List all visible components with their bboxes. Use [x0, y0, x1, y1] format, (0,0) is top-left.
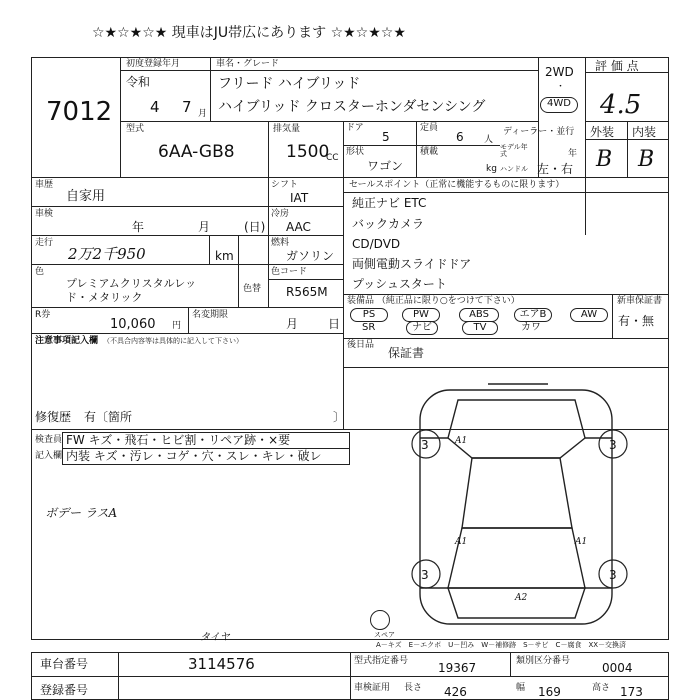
model-year-unit: 年 — [568, 149, 578, 159]
handle-label: ハンドル — [500, 165, 528, 173]
new-warranty-value: 有・無 — [618, 314, 655, 328]
doors-value: 5 — [382, 130, 390, 144]
inspector-label-1: 検査員 — [35, 435, 63, 445]
model-grade: ハイブリッド クロスターホンダセンシング — [218, 99, 486, 115]
exterior-value: B — [596, 147, 613, 172]
color-value-line1: プレミアムクリスタルレッ — [66, 277, 197, 290]
body-shape-label: 形状 — [346, 147, 365, 157]
mileage-label: 走行 — [35, 238, 54, 248]
damage-mark: A1 — [575, 537, 588, 547]
equipment-aw: AW — [570, 308, 608, 322]
inspection-year: 年 — [132, 220, 145, 234]
recycle-unit: 円 — [172, 321, 182, 331]
recycle-label: R券 — [35, 310, 51, 320]
load-label: 積載 — [420, 147, 439, 157]
interior-value: B — [638, 147, 655, 172]
inspection-day: (日) — [244, 220, 266, 234]
equipment-tv: TV — [462, 321, 498, 335]
first-reg-month: 7 — [182, 98, 192, 116]
after-notes-value: 保証書 — [388, 346, 425, 360]
model-year-label: モデル年式 — [500, 143, 528, 158]
damage-mark: 3 — [609, 568, 617, 582]
category-no-value: 0004 — [602, 661, 633, 675]
dealer-parallel: ディーラー・並行 — [503, 127, 575, 137]
sales-point-item: 純正ナビ ETC — [352, 196, 427, 210]
model-code-value: 6AA-GB8 — [158, 142, 235, 162]
length-label: 長さ — [404, 683, 423, 693]
body-shape-value: ワゴン — [367, 159, 404, 173]
first-reg-year: 4 — [150, 98, 160, 116]
equipment-airbag: エアB — [514, 308, 552, 322]
registration-no-label: 登録番号 — [40, 683, 89, 697]
notes-label: 注意事項記入欄 — [35, 336, 99, 346]
handle-value: 左・右 — [537, 162, 574, 176]
notes-sub: （不具合内容等は具体的に記入して下さい） — [103, 337, 243, 345]
damage-mark: A1 — [455, 436, 468, 446]
first-reg-era: 令和 — [126, 75, 151, 89]
score-label: 評 価 点 — [595, 59, 639, 73]
width-value: 169 — [538, 685, 561, 699]
equipment-abs: ABS — [459, 308, 499, 322]
spare-tire-icon — [370, 610, 390, 630]
fuel-value: ガソリン — [286, 249, 335, 263]
color-label: 色 — [35, 267, 45, 277]
repair-label: 修復歴 — [35, 410, 72, 424]
inspector-label-2: 記入欄 — [35, 451, 63, 461]
repair-end: 〕 — [333, 410, 346, 424]
equipment-ps: PS — [350, 308, 388, 322]
mileage-value: 2万2千950 — [68, 245, 146, 263]
aircon-label: 冷房 — [271, 209, 290, 219]
aircon-value: AAC — [286, 220, 311, 234]
recycle-value: 10,060 — [110, 317, 156, 332]
drive-2wd: 2WD — [545, 65, 574, 79]
type-designation-value: 19367 — [438, 661, 477, 675]
interior-label: 内装 — [632, 125, 657, 139]
first-reg-month-unit: 月 — [198, 109, 208, 119]
damage-legend: A－キズ E－エクボ U－凹み W－補修跡 S－サビ C－腐食 XX－交換済 — [376, 641, 627, 649]
registration-expiry-month: 月 — [286, 317, 299, 331]
repaint-label: 色替 — [243, 284, 262, 294]
load-unit: kg — [486, 164, 497, 174]
width-label: 幅 — [516, 683, 526, 693]
score-value: 4.5 — [600, 90, 642, 120]
shift-label: シフト — [271, 180, 299, 190]
spare-label: スペア — [374, 631, 395, 639]
inspector-row-2: 内装 キズ・汚レ・コゲ・穴・スレ・キレ・破レ — [66, 449, 322, 463]
inspector-row-1: FW キズ・飛石・ヒビ割・リペア跡・×要 — [66, 433, 291, 447]
sales-point-item: 両側電動スライドドア — [352, 257, 472, 271]
sales-point-item: プッシュスタート — [352, 277, 447, 291]
chassis-label: 車台番号 — [40, 657, 89, 671]
registration-expiry-day: 日 — [328, 317, 341, 331]
equipment-navi: ナビ — [406, 321, 438, 335]
doors-label: ドア — [346, 123, 364, 133]
inspection-label: 車検 — [35, 209, 54, 219]
category-no-label: 類別区分番号 — [516, 656, 571, 666]
height-label: 高さ — [592, 683, 611, 693]
color-code-value: R565M — [286, 285, 328, 299]
capacity-label: 定員 — [420, 123, 439, 133]
displacement-unit: CC — [326, 153, 339, 163]
usage-value: 自家用 — [66, 189, 106, 204]
drive-separator: ・ — [556, 82, 566, 92]
equipment-label: 装備品 （純正品に限り○をつけて下さい） — [347, 296, 520, 306]
equipment-pw: PW — [402, 308, 440, 322]
damage-mark: 3 — [421, 568, 429, 582]
after-notes-label: 後日品 — [347, 340, 375, 350]
chassis-value: 3114576 — [188, 655, 255, 673]
car-damage-diagram — [400, 378, 665, 640]
usage-label: 車歴 — [35, 180, 54, 190]
fuel-label: 燃料 — [271, 238, 290, 248]
drive-4wd: 4WD — [540, 97, 578, 113]
displacement-value: 1500 — [286, 142, 330, 162]
length-value: 426 — [444, 685, 467, 699]
registration-expiry-label: 名変期限 — [192, 310, 229, 320]
type-designation-label: 型式指定番号 — [354, 656, 409, 666]
shift-value: IAT — [290, 191, 309, 205]
model-name: フリード ハイブリッド — [218, 76, 361, 92]
banner: ☆★☆★☆★ 現車はJU帯広にあります ☆★☆★☆★ — [92, 25, 406, 41]
equipment-leather: カワ — [521, 322, 541, 333]
damage-mark: 3 — [421, 438, 429, 452]
dimensions-label: 車検証用 — [354, 683, 391, 693]
tire-note: タイヤ — [200, 632, 230, 643]
damage-mark: A1 — [455, 537, 468, 547]
lot-number: 7012 — [46, 97, 113, 127]
capacity-unit: 人 — [484, 135, 494, 145]
equipment-sr: SR — [362, 322, 376, 333]
sales-points-label: セールスポイント（正常に機能するものに限ります） — [349, 180, 565, 190]
height-value: 173 — [620, 685, 643, 699]
capacity-value: 6 — [456, 130, 464, 144]
color-value-line2: ド・メタリック — [66, 291, 143, 304]
displacement-label: 排気量 — [273, 124, 301, 134]
color-code-label: 色コード — [271, 267, 308, 277]
repair-value: 有〔箇所 — [84, 410, 133, 424]
sales-point-item: CD/DVD — [352, 237, 401, 251]
body-note: ボデー ラスA — [45, 506, 118, 520]
mileage-unit: km — [215, 249, 234, 263]
inspection-month: 月 — [198, 220, 211, 234]
damage-mark: A2 — [515, 593, 528, 603]
first-reg-label: 初度登録年月 — [126, 59, 181, 69]
new-warranty-label: 新車保証書 — [617, 296, 663, 306]
model-code-label: 型式 — [126, 124, 145, 134]
damage-mark: 3 — [609, 438, 617, 452]
model-grade-label: 車名・グレード — [216, 59, 280, 69]
sales-point-item: バックカメラ — [352, 217, 425, 231]
exterior-label: 外装 — [590, 125, 615, 139]
